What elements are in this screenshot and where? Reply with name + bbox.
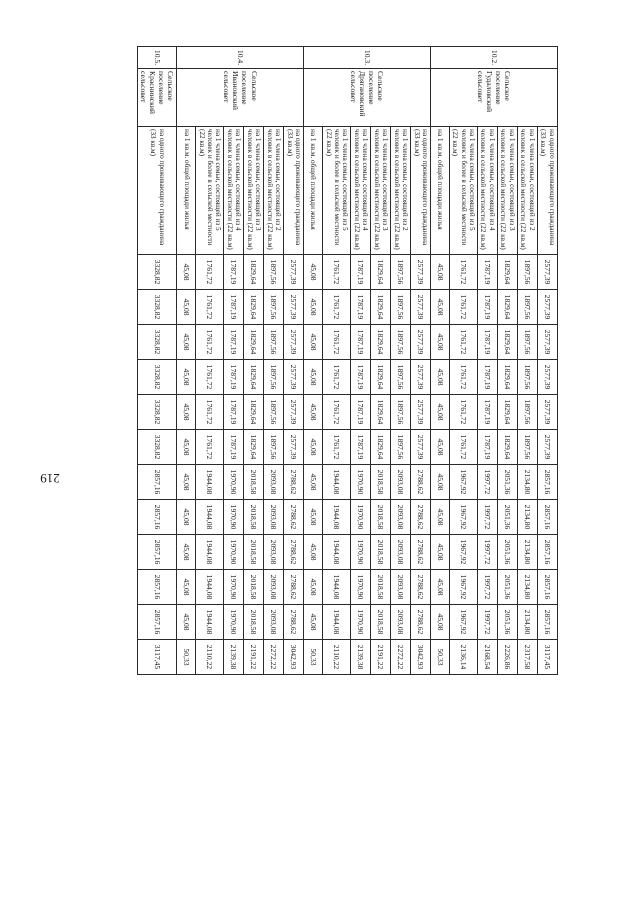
table-row (177, 47, 196, 675)
value-cell: 1787,19 (351, 255, 371, 290)
value-cell: 1787,19 (478, 360, 498, 395)
value-cell: 2857,16 (538, 500, 558, 535)
value-cell: 45,08 (177, 360, 196, 395)
table-row (538, 47, 558, 675)
value-cell: 2093,08 (391, 605, 411, 640)
value-cell: 1970,90 (224, 605, 244, 640)
value-cell: 2134,80 (518, 465, 538, 500)
value-cell: 2577,39 (538, 325, 558, 360)
settlement-name: Сельское поселение Ивановский сельсовет (177, 69, 304, 127)
value-cell: 1897,56 (264, 290, 284, 325)
value-cell: 3117,45 (538, 640, 558, 675)
value-cell: 1944,08 (196, 500, 224, 535)
value-cell: 2093,08 (264, 465, 284, 500)
value-cell: 45,08 (177, 325, 196, 360)
value-cell: 2577,39 (411, 325, 431, 360)
table-row (411, 47, 431, 675)
value-cell: 1829,64 (244, 290, 264, 325)
value-cell: 2577,39 (538, 255, 558, 290)
table-row (224, 47, 244, 675)
value-cell: 1967,92 (450, 465, 478, 500)
category-cell: на 1 члена семьи, состоящей из 4 человек в сельской местности (22 кв.м) (478, 127, 498, 255)
value-cell: 1967,92 (450, 605, 478, 640)
value-cell: 2018,58 (371, 465, 391, 500)
value-cell: 1829,64 (371, 325, 391, 360)
value-cell: 2788,62 (411, 605, 431, 640)
value-cell: 3042,93 (411, 640, 431, 675)
table-row (244, 47, 264, 675)
value-cell: 2110,22 (196, 640, 224, 675)
value-cell: 2857,16 (138, 605, 177, 640)
value-cell: 1761,72 (450, 360, 478, 395)
value-cell: 1970,90 (224, 500, 244, 535)
value-cell: 1829,64 (371, 430, 391, 465)
value-cell: 1897,56 (518, 430, 538, 465)
value-cell: 1787,19 (224, 255, 244, 290)
value-cell: 1967,92 (450, 570, 478, 605)
category-cell: на 1 члена семьи, состоящей из 2 человек в сельской местности (22 кв.м) (264, 127, 284, 255)
table-row (351, 47, 371, 675)
settlement-name: Сельское поселение Гудаловский сельсовет (431, 69, 558, 127)
value-cell: 45,08 (304, 570, 323, 605)
value-cell: 1897,56 (391, 255, 411, 290)
category-cell: на 1 члена семьи, состоящей из 2 человек в сельской местности (22 кв.м) (518, 127, 538, 255)
value-cell: 1761,72 (196, 430, 224, 465)
value-cell: 1787,19 (224, 395, 244, 430)
value-cell: 2018,58 (244, 605, 264, 640)
value-cell: 45,08 (304, 395, 323, 430)
value-cell: 2788,62 (411, 465, 431, 500)
category-cell: на 1 члена семьи, состоящей из 2 человек в сельской местности (22 кв.м) (391, 127, 411, 255)
value-cell: 2857,16 (138, 535, 177, 570)
table-row (498, 47, 518, 675)
value-cell: 1897,56 (391, 430, 411, 465)
value-cell: 1897,56 (264, 325, 284, 360)
table-row (284, 47, 304, 675)
category-cell: на одного проживающего гражданина (33 кв.м) (411, 127, 431, 255)
table-row (431, 47, 450, 675)
value-cell: 2857,16 (538, 570, 558, 605)
value-cell: 2272,22 (391, 640, 411, 675)
value-cell: 1970,90 (351, 535, 371, 570)
value-cell: 2168,54 (478, 640, 498, 675)
value-cell: 1944,08 (196, 465, 224, 500)
value-cell: 2018,58 (244, 570, 264, 605)
value-cell: 2317,58 (518, 640, 538, 675)
value-cell: 45,08 (304, 465, 323, 500)
value-cell: 45,08 (177, 570, 196, 605)
value-cell: 1897,56 (391, 395, 411, 430)
value-cell: 2018,58 (244, 500, 264, 535)
table-row (518, 47, 538, 675)
category-cell: на 1 члена семьи, состоящей из 4 человек в сельской местности (22 кв.м) (351, 127, 371, 255)
value-cell: 2018,58 (371, 570, 391, 605)
value-cell: 45,08 (177, 500, 196, 535)
value-cell: 3328,82 (138, 290, 177, 325)
table-row (304, 47, 323, 675)
value-cell: 2134,80 (518, 570, 538, 605)
value-cell: 1944,08 (323, 605, 351, 640)
value-cell: 2788,62 (284, 570, 304, 605)
value-cell: 1829,64 (371, 255, 391, 290)
value-cell: 1829,64 (498, 430, 518, 465)
value-cell: 50,33 (177, 640, 196, 675)
table-row (196, 47, 224, 675)
value-cell: 1829,64 (498, 325, 518, 360)
value-cell: 3328,82 (138, 395, 177, 430)
value-cell: 1761,72 (450, 290, 478, 325)
value-cell: 2788,62 (284, 465, 304, 500)
value-cell: 2577,39 (411, 290, 431, 325)
category-cell: на 1 кв.м. общей площади жилья (431, 127, 450, 255)
value-cell: 2191,22 (371, 640, 391, 675)
value-cell: 45,08 (177, 255, 196, 290)
value-cell: 1970,90 (351, 570, 371, 605)
value-cell: 2272,22 (264, 640, 284, 675)
value-cell: 1897,56 (264, 395, 284, 430)
value-cell: 1897,56 (518, 290, 538, 325)
value-cell: 1997,72 (478, 465, 498, 500)
value-cell: 2857,16 (138, 465, 177, 500)
value-cell: 1944,08 (196, 570, 224, 605)
value-cell: 1787,19 (351, 430, 371, 465)
value-cell: 1787,19 (478, 430, 498, 465)
value-cell: 1967,92 (450, 535, 478, 570)
table-row (478, 47, 498, 675)
category-cell: на 1 члена семьи, состоящей из 3 человек в сельской местности (22 кв.м) (498, 127, 518, 255)
settlement-name: Сельское поселение Дрягановский сельсовет (304, 69, 431, 127)
value-cell: 1787,19 (224, 430, 244, 465)
value-cell: 1829,64 (498, 395, 518, 430)
value-cell: 1787,19 (351, 360, 371, 395)
value-cell: 45,08 (304, 290, 323, 325)
value-cell: 45,08 (431, 430, 450, 465)
value-cell: 1761,72 (323, 325, 351, 360)
value-cell: 1897,56 (518, 325, 538, 360)
value-cell: 45,08 (431, 500, 450, 535)
category-cell: на одного проживающего гражданина (33 кв.м) (538, 127, 558, 255)
value-cell: 3328,82 (138, 325, 177, 360)
value-cell: 45,08 (431, 290, 450, 325)
value-cell: 3328,82 (138, 430, 177, 465)
value-cell: 2788,62 (284, 605, 304, 640)
value-cell: 2139,38 (224, 640, 244, 675)
value-cell: 1787,19 (478, 395, 498, 430)
value-cell: 2577,39 (284, 430, 304, 465)
value-cell: 45,08 (177, 290, 196, 325)
value-cell: 2577,39 (284, 255, 304, 290)
value-cell: 1787,19 (478, 255, 498, 290)
value-cell: 1944,08 (323, 570, 351, 605)
value-cell: 1944,08 (323, 535, 351, 570)
value-cell: 45,08 (431, 605, 450, 640)
value-cell: 1787,19 (351, 290, 371, 325)
value-cell: 45,08 (431, 255, 450, 290)
value-cell: 1997,72 (478, 605, 498, 640)
value-cell: 1897,56 (518, 395, 538, 430)
section-number: 10.5. (138, 47, 177, 69)
category-cell: на одного проживающего гражданина (33 кв.м) (284, 127, 304, 255)
value-cell: 2051,36 (498, 605, 518, 640)
value-cell: 3117,45 (138, 640, 177, 675)
value-cell: 1829,64 (244, 430, 264, 465)
value-cell: 3328,82 (138, 255, 177, 290)
value-cell: 2018,58 (244, 465, 264, 500)
value-cell: 2577,39 (538, 290, 558, 325)
value-cell: 45,08 (304, 325, 323, 360)
tariff-table (137, 46, 558, 675)
value-cell: 1829,64 (498, 290, 518, 325)
category-cell: на 1 члена семьи, состоящей из 3 человек в сельской местности (22 кв.м) (244, 127, 264, 255)
page-number: 219 (40, 471, 60, 486)
value-cell: 2788,62 (284, 500, 304, 535)
value-cell: 2577,39 (411, 360, 431, 395)
value-cell: 2577,39 (411, 395, 431, 430)
value-cell: 2788,62 (411, 535, 431, 570)
value-cell: 2093,08 (391, 465, 411, 500)
value-cell: 2093,08 (264, 605, 284, 640)
value-cell: 2857,16 (538, 465, 558, 500)
value-cell: 1944,08 (196, 605, 224, 640)
value-cell: 1829,64 (371, 290, 391, 325)
value-cell: 1829,64 (498, 255, 518, 290)
value-cell: 45,08 (177, 465, 196, 500)
category-cell: на 1 члена семьи, состоящей из 5 человек и более в сельской местности (22 кв.м) (196, 127, 224, 255)
value-cell: 45,08 (304, 605, 323, 640)
category-cell: на 1 члена семьи, состоящей из 5 человек и более в сельской местности (22 кв.м) (450, 127, 478, 255)
section-number: 10.4. (177, 47, 304, 69)
value-cell: 2191,22 (244, 640, 264, 675)
value-cell: 2134,80 (518, 500, 538, 535)
value-cell: 2051,36 (498, 500, 518, 535)
section-number: 10.2. (431, 47, 558, 69)
value-cell: 1787,19 (351, 325, 371, 360)
value-cell: 2788,62 (411, 570, 431, 605)
value-cell: 45,08 (431, 570, 450, 605)
value-cell: 2226,86 (498, 640, 518, 675)
category-cell: на одного проживающего гражданина (33 кв.м) (138, 127, 177, 255)
value-cell: 2139,38 (351, 640, 371, 675)
value-cell: 2577,39 (411, 430, 431, 465)
value-cell: 45,08 (431, 535, 450, 570)
value-cell: 45,08 (431, 465, 450, 500)
value-cell: 1970,90 (224, 570, 244, 605)
value-cell: 1761,72 (323, 290, 351, 325)
value-cell: 1897,56 (264, 360, 284, 395)
value-cell: 1761,72 (450, 395, 478, 430)
value-cell: 2134,80 (518, 535, 538, 570)
value-cell: 1761,72 (196, 395, 224, 430)
value-cell: 1897,56 (264, 430, 284, 465)
value-cell: 2857,16 (138, 570, 177, 605)
value-cell: 1970,90 (351, 605, 371, 640)
value-cell: 1967,92 (450, 500, 478, 535)
value-cell: 45,08 (304, 500, 323, 535)
value-cell: 1970,90 (351, 500, 371, 535)
value-cell: 1997,72 (478, 535, 498, 570)
value-cell: 2577,39 (538, 430, 558, 465)
value-cell: 2018,58 (371, 500, 391, 535)
table-row (391, 47, 411, 675)
table-row (264, 47, 284, 675)
value-cell: 3328,82 (138, 360, 177, 395)
value-cell: 1829,64 (371, 360, 391, 395)
value-cell: 1944,08 (323, 465, 351, 500)
value-cell: 45,08 (304, 535, 323, 570)
value-cell: 1761,72 (323, 360, 351, 395)
value-cell: 2110,22 (323, 640, 351, 675)
value-cell: 2093,08 (391, 535, 411, 570)
value-cell: 2093,08 (391, 500, 411, 535)
value-cell: 2136,14 (450, 640, 478, 675)
value-cell: 2577,39 (538, 360, 558, 395)
value-cell: 1761,72 (450, 430, 478, 465)
value-cell: 1897,56 (391, 325, 411, 360)
value-cell: 1761,72 (196, 290, 224, 325)
value-cell: 1997,72 (478, 500, 498, 535)
value-cell: 1787,19 (351, 395, 371, 430)
value-cell: 45,08 (177, 605, 196, 640)
value-cell: 2093,08 (264, 535, 284, 570)
category-cell: на 1 кв.м. общей площади жилья (177, 127, 196, 255)
value-cell: 2018,58 (244, 535, 264, 570)
value-cell: 1761,72 (196, 255, 224, 290)
value-cell: 45,08 (177, 430, 196, 465)
value-cell: 2577,39 (538, 395, 558, 430)
value-cell: 1829,64 (498, 360, 518, 395)
value-cell: 1997,72 (478, 570, 498, 605)
value-cell: 2857,16 (538, 605, 558, 640)
value-cell: 2788,62 (411, 500, 431, 535)
value-cell: 2093,08 (391, 570, 411, 605)
value-cell: 45,08 (304, 360, 323, 395)
value-cell: 2018,58 (371, 605, 391, 640)
value-cell: 1787,19 (224, 360, 244, 395)
value-cell: 3042,93 (284, 640, 304, 675)
table-row (323, 47, 351, 675)
category-cell: на 1 члена семьи, состоящей из 4 человек в сельской местности (22 кв.м) (224, 127, 244, 255)
value-cell: 2134,80 (518, 605, 538, 640)
value-cell: 1944,08 (196, 535, 224, 570)
category-cell: на 1 члена семьи, состоящей из 5 человек и более в сельской местности (22 кв.м) (323, 127, 351, 255)
value-cell: 45,08 (177, 535, 196, 570)
value-cell: 1829,64 (244, 255, 264, 290)
value-cell: 2577,39 (284, 325, 304, 360)
value-cell: 45,08 (177, 395, 196, 430)
value-cell: 45,08 (431, 395, 450, 430)
value-cell: 1787,19 (224, 290, 244, 325)
value-cell: 2577,39 (284, 290, 304, 325)
table-body (138, 47, 558, 675)
value-cell: 2051,36 (498, 570, 518, 605)
value-cell: 45,08 (304, 430, 323, 465)
section-number: 10.3. (304, 47, 431, 69)
value-cell: 2577,39 (284, 395, 304, 430)
value-cell: 1829,64 (371, 395, 391, 430)
value-cell: 2051,36 (498, 535, 518, 570)
category-cell: на 1 члена семьи, состоящей из 3 человек в сельской местности (22 кв.м) (371, 127, 391, 255)
value-cell: 2018,58 (371, 535, 391, 570)
value-cell: 1761,72 (196, 325, 224, 360)
value-cell: 1761,72 (323, 395, 351, 430)
value-cell: 1761,72 (323, 255, 351, 290)
value-cell: 1761,72 (450, 255, 478, 290)
value-cell: 50,33 (304, 640, 323, 675)
value-cell: 2093,08 (264, 500, 284, 535)
value-cell: 2093,08 (264, 570, 284, 605)
table-row (450, 47, 478, 675)
value-cell: 1761,72 (450, 325, 478, 360)
value-cell: 1787,19 (224, 325, 244, 360)
value-cell: 1829,64 (244, 395, 264, 430)
value-cell: 1829,64 (244, 325, 264, 360)
value-cell: 1970,90 (224, 535, 244, 570)
value-cell: 1829,64 (244, 360, 264, 395)
value-cell: 1970,90 (351, 465, 371, 500)
table-row (138, 47, 177, 675)
value-cell: 1897,56 (518, 360, 538, 395)
value-cell: 1897,56 (264, 255, 284, 290)
category-cell: на 1 кв.м. общей площади жилья (304, 127, 323, 255)
value-cell: 1970,90 (224, 465, 244, 500)
value-cell: 1787,19 (478, 290, 498, 325)
value-cell: 1944,08 (323, 500, 351, 535)
value-cell: 50,33 (431, 640, 450, 675)
value-cell: 1761,72 (323, 430, 351, 465)
value-cell: 2577,39 (284, 360, 304, 395)
settlement-name: Сельское поселение Краснинский сельсовет (138, 69, 177, 127)
value-cell: 2788,62 (284, 535, 304, 570)
value-cell: 2857,16 (138, 500, 177, 535)
value-cell: 1761,72 (196, 360, 224, 395)
value-cell: 1787,19 (478, 325, 498, 360)
value-cell: 2577,39 (411, 255, 431, 290)
value-cell: 2857,16 (538, 535, 558, 570)
value-cell: 45,08 (431, 360, 450, 395)
value-cell: 1897,56 (391, 360, 411, 395)
value-cell: 2051,36 (498, 465, 518, 500)
value-cell: 1897,56 (391, 290, 411, 325)
value-cell: 45,08 (431, 325, 450, 360)
value-cell: 45,08 (304, 255, 323, 290)
table-row (371, 47, 391, 675)
value-cell: 1897,56 (518, 255, 538, 290)
